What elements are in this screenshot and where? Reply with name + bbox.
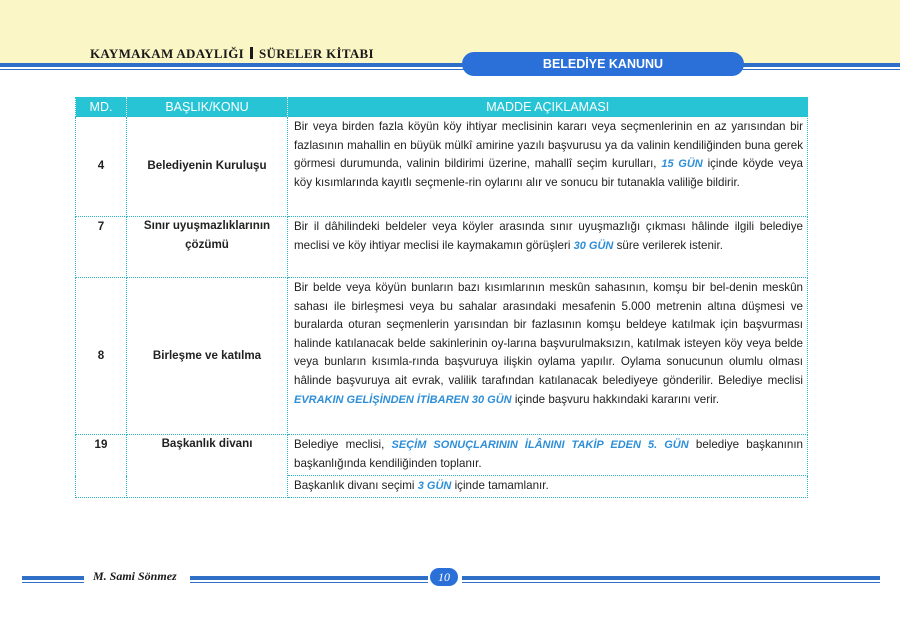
table-row	[76, 278, 808, 435]
page-number: 10	[430, 568, 458, 586]
footer-rule-thin	[462, 582, 880, 583]
article-topic: Sınır uyuşmazlıklarının çözümü	[127, 217, 288, 278]
article-number: 19	[76, 435, 127, 498]
article-number: 4	[76, 117, 127, 217]
footer-rule-thin	[22, 582, 84, 583]
duration-highlight: 15 GÜN	[661, 158, 703, 171]
column-header-aciklama: MADDE AÇIKLAMASI	[288, 97, 808, 117]
duration-highlight: 3 GÜN	[417, 480, 452, 492]
column-header-md: MD.	[76, 97, 127, 117]
table-row	[76, 217, 808, 278]
article-number: 7	[76, 217, 127, 278]
column-header-konu: BAŞLIK/KONU	[127, 97, 288, 117]
book-title: KAYMAKAM ADAYLIĞI SÜRELER KİTABI	[90, 46, 374, 61]
article-description: Başkanlık divanı seçimi 3 GÜN içinde tamamlanır.	[288, 476, 808, 498]
footer-rule	[462, 576, 880, 580]
footer-rule-thin	[190, 582, 428, 583]
footer-rule	[22, 576, 84, 580]
table-row	[76, 117, 808, 217]
duration-highlight: 30 GÜN	[573, 239, 614, 252]
article-description: Belediye meclisi, SEÇİM SONUÇLARININ İLÂNINI TAKİP EDEN 5. GÜN belediye başkanının başkanlığında kendiliğinden toplanır.	[288, 435, 808, 476]
duration-highlight: SEÇİM SONUÇLARININ İLÂNINI TAKİP EDEN 5. GÜN	[391, 439, 689, 451]
article-number: 8	[76, 278, 127, 435]
table-row	[76, 435, 808, 476]
section-title: BELEDİYE KANUNU	[462, 52, 744, 76]
article-description: Bir veya birden fazla köyün köy ihtiyar meclisinin kararı veya seçmenlerinin en az yarısından bir fazlasının mahallin en büyük mülkî amirine yazılı başvurusu ya da valinin kendiliğinden buna gerek görmesi durumunda, valinin bildirimi üzerine, mahallî seçim kurulları, 15 GÜN içinde köyde veya köy kısımlarında kayıtlı seçmenle-rin oylarını alır ve sonucu bir tutanakla valiliğe bildirir.	[288, 117, 808, 217]
law-table	[75, 97, 808, 498]
article-topic: Belediyenin Kuruluşu	[127, 117, 288, 217]
article-description: Bir belde veya köyün bunların bazı kısımlarının meskûn sahasının, komşu bir bel-denin meskûn sahası ile birleşmesi veya bu sahalar arasındaki mesafenin 5.000 metrenin altına düşmesi ve buralarda oturan seçmenlerin yarısından bir fazlasının komşu beldeye katılmak için başvurması halinde katılanacak belde sakinlerinin oy-larına başvurulmaksızın, katılmak isteyen köy veya belde veya bunların kısımla-rında başvuruya ilişkin oylama yapılır. Oylama sonucunun olumlu olması hâlinde başvuruya ait evrak, valilik tarafından katılanacak belediyeye gönderilir. Belediye meclisi EVRAKIN GELİŞİNDEN İTİBAREN 30 GÜN içinde başvuru hakkındaki kararını verir.	[288, 278, 808, 435]
article-topic: Başkanlık divanı	[127, 435, 288, 498]
footer-rule	[190, 576, 428, 580]
title-separator	[250, 47, 253, 59]
table-header-row	[76, 97, 808, 117]
header-rule-thin	[0, 69, 900, 70]
duration-highlight: EVRAKIN GELİŞİNDEN İTİBAREN 30 GÜN	[294, 393, 512, 406]
author-name: M. Sami Sönmez	[93, 569, 177, 583]
article-topic: Birleşme ve katılma	[127, 278, 288, 435]
header-rule	[0, 63, 900, 67]
article-description: Bir il dâhilindeki beldeler veya köyler arasında sınır uyuşmazlığı çıkması hâlinde ilgili belediye meclisi ve köy ihtiyar meclisi ile kaymakamın görüşleri 30 GÜN süre verilerek istenir.	[288, 217, 808, 278]
